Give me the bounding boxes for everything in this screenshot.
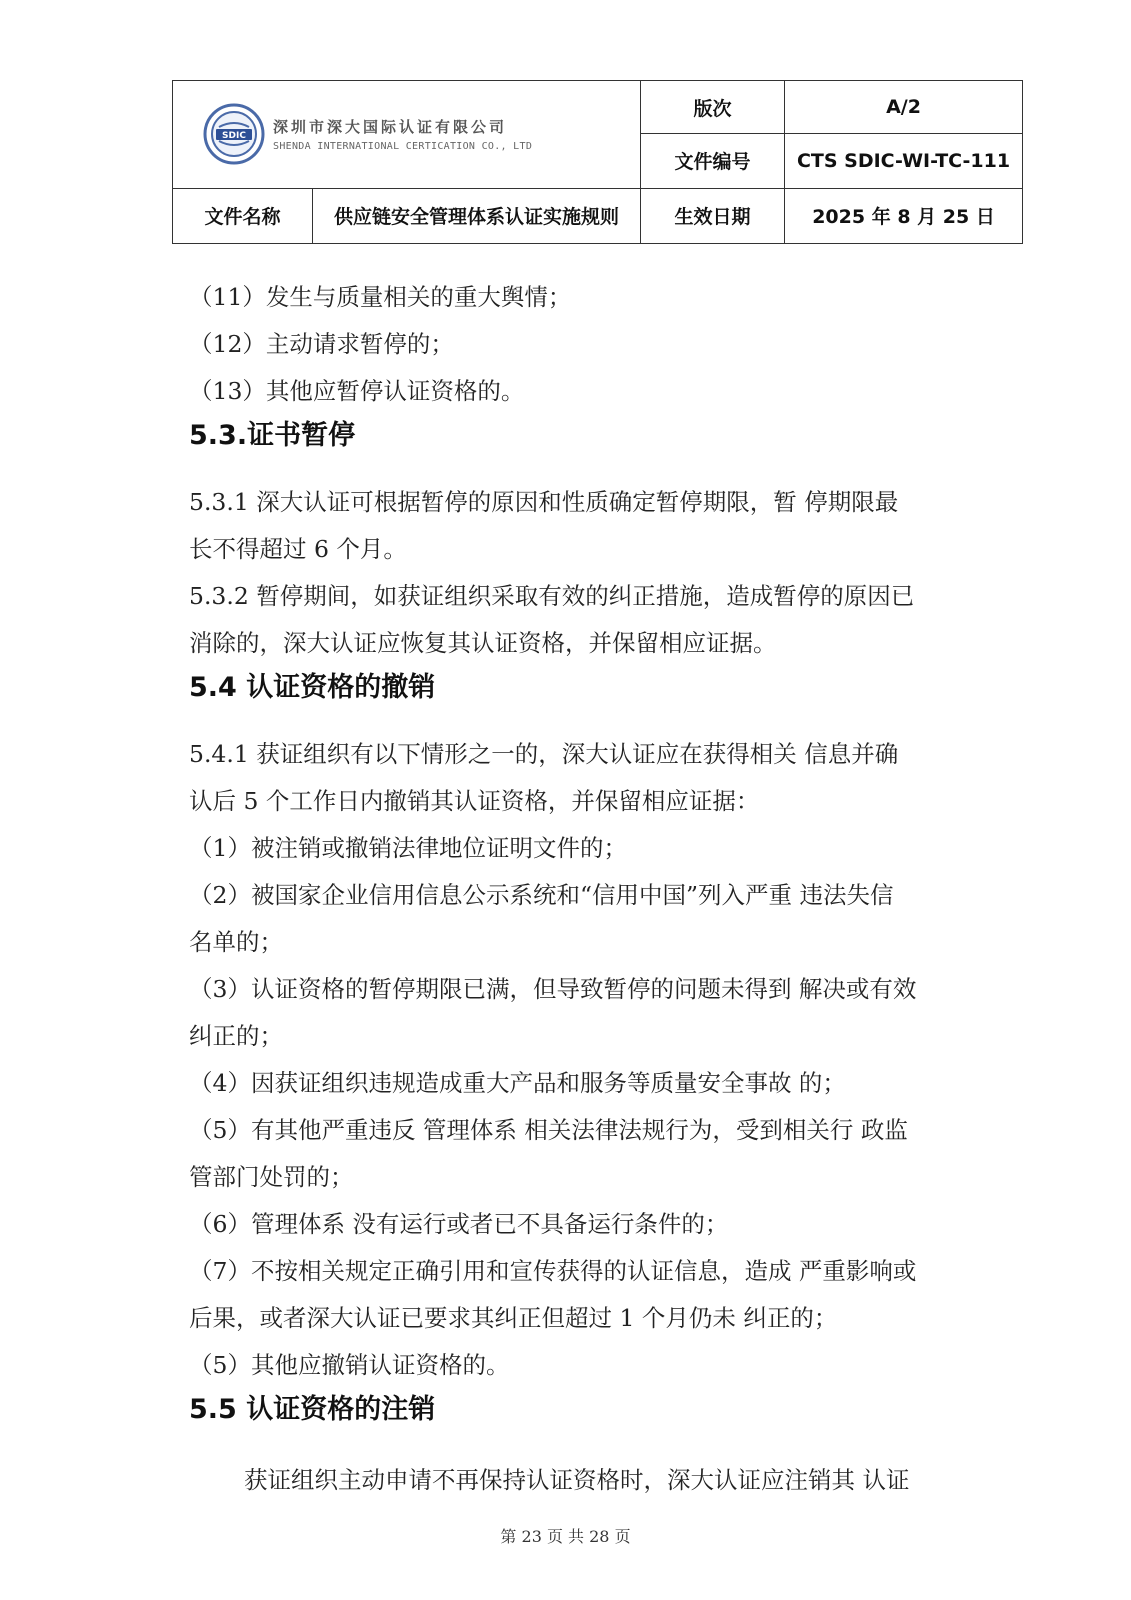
- svg-text:SDIC: SDIC: [222, 131, 246, 142]
- list-item: （5）有其他严重违反 管理体系 相关法律法规行为，受到相关行 政监: [189, 1116, 908, 1144]
- doc-name-label: 文件名称: [173, 188, 313, 243]
- section-heading-5-4: 5.4 认证资格的撤销: [189, 672, 436, 703]
- effective-date-label: 生效日期: [641, 188, 785, 243]
- document-header-table: [172, 80, 1023, 244]
- doc-name-value: 供应链安全管理体系认证实施规则: [313, 188, 641, 243]
- list-item: 后果，或者深大认证已要求其纠正但超过 1 个月仍未 纠正的；: [189, 1304, 838, 1332]
- section-heading-5-3: 5.3.证书暂停: [189, 420, 356, 451]
- list-item: （2）被国家企业信用信息公示系统和“信用中国”列入严重 违法失信: [189, 881, 894, 909]
- page-number-footer: 第 23 页 共 28 页: [500, 1527, 631, 1546]
- paragraph: （13）其他应暂停认证资格的。: [189, 377, 525, 405]
- paragraph: 消除的，深大认证应恢复其认证资格，并保留相应证据。: [189, 629, 777, 657]
- list-item: （4）因获证组织违规造成重大产品和服务等质量安全事故 的；: [189, 1069, 846, 1097]
- list-item: （6）管理体系 没有运行或者已不具备运行条件的；: [189, 1210, 729, 1238]
- list-item: （3）认证资格的暂停期限已满，但导致暂停的问题未得到 解决或有效: [189, 975, 917, 1003]
- document-body: [189, 274, 1009, 1504]
- paragraph: 认后 5 个工作日内撤销其认证资格，并保留相应证据：: [189, 787, 760, 815]
- doc-number-value: CTS SDIC-WI-TC-111: [785, 134, 1023, 188]
- list-item: （7）不按相关规定正确引用和宣传获得的认证信息，造成 严重影响或: [189, 1257, 917, 1285]
- doc-number-label: 文件编号: [641, 134, 785, 188]
- paragraph: （11）发生与质量相关的重大舆情；: [189, 283, 572, 311]
- paragraph: 长不得超过 6 个月。: [189, 535, 407, 563]
- list-item: 管部门处罚的；: [189, 1163, 354, 1191]
- version-value: A/2: [785, 81, 1023, 134]
- version-label: 版次: [641, 81, 785, 134]
- company-logo-cell: [173, 81, 641, 189]
- list-item: 纠正的；: [189, 1022, 283, 1050]
- list-item: 名单的；: [189, 928, 283, 956]
- company-seal-logo-icon: [203, 103, 265, 165]
- company-name-en: SHENDA INTERNATIONAL CERTICATION CO., LTD: [273, 141, 533, 153]
- section-heading-5-5: 5.5 认证资格的注销: [189, 1394, 436, 1425]
- paragraph: 5.3.2 暂停期间，如获证组织采取有效的纠正措施，造成暂停的原因已: [189, 582, 915, 610]
- list-item: （1）被注销或撤销法律地位证明文件的；: [189, 834, 627, 862]
- paragraph: 5.4.1 获证组织有以下情形之一的，深大认证应在获得相关 信息并确: [189, 740, 899, 768]
- company-name-cn: 深圳市深大国际认证有限公司: [273, 118, 508, 137]
- list-item: （5）其他应撤销认证资格的。: [189, 1351, 510, 1379]
- paragraph: 5.3.1 深大认证可根据暂停的原因和性质确定暂停期限，暂 停期限最: [189, 488, 899, 516]
- paragraph: 获证组织主动申请不再保持认证资格时，深大认证应注销其 认证: [244, 1466, 910, 1494]
- effective-date-value: 2025 年 8 月 25 日: [785, 188, 1023, 243]
- paragraph: （12）主动请求暂停的；: [189, 330, 454, 358]
